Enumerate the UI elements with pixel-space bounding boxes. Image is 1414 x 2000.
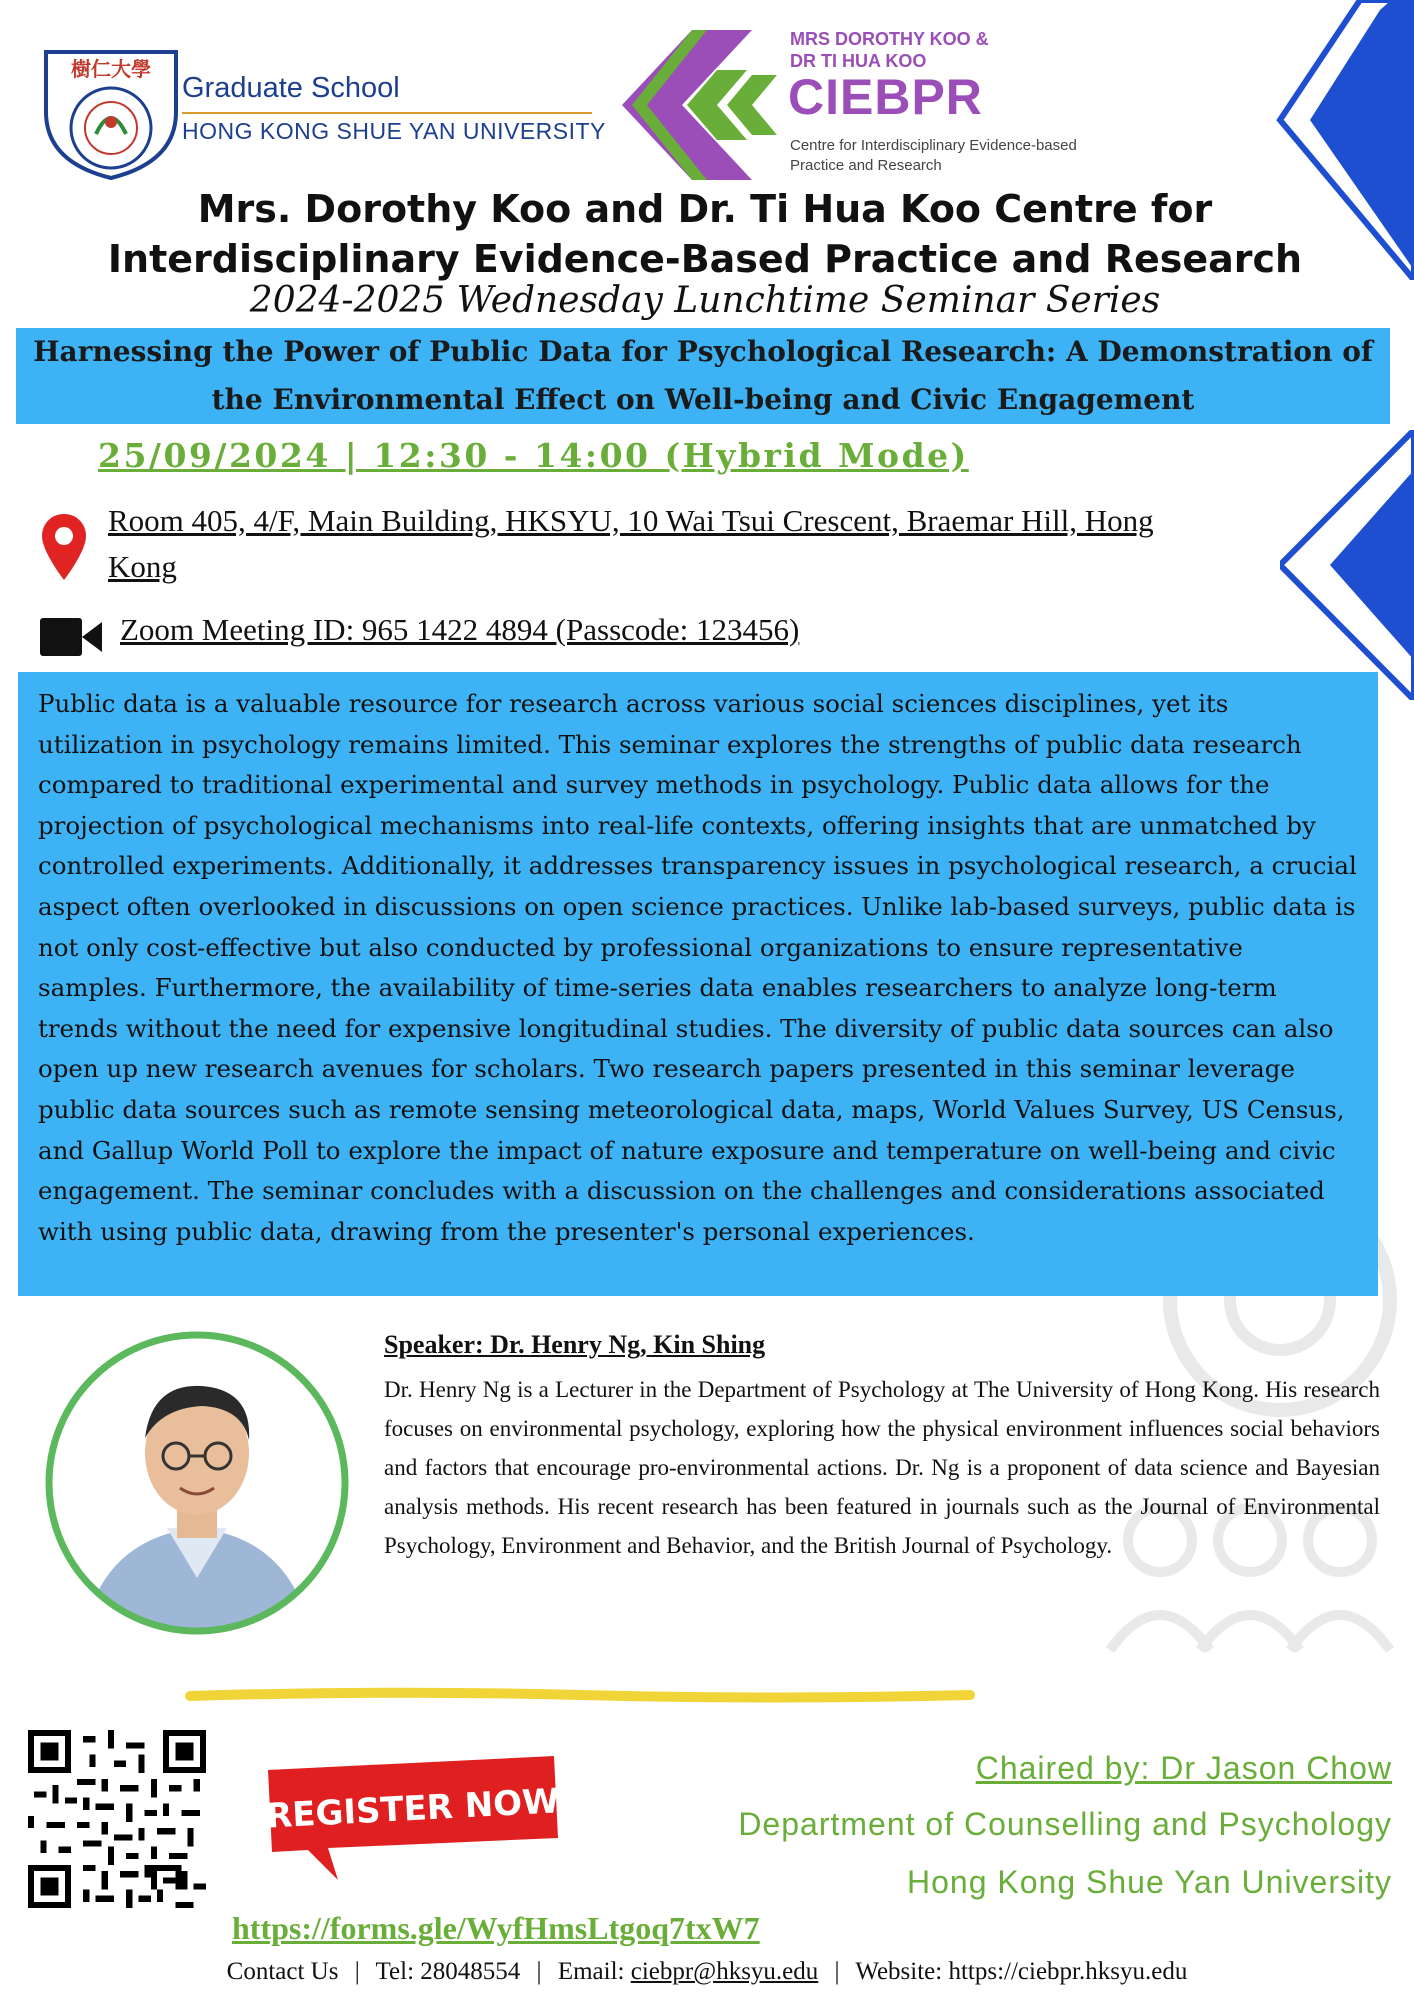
contact-email-label: Email: (557, 1958, 625, 1985)
yellow-brush-divider (185, 1686, 975, 1706)
registration-qr-code[interactable] (28, 1730, 206, 1908)
header-divider (182, 112, 592, 114)
seminar-series: 2024-2025 Wednesday Lunchtime Seminar Series (249, 280, 1161, 321)
contact-email-link[interactable]: ciebpr@hksyu.edu (630, 1958, 819, 1985)
ciebpr-donor-names: MRS DOROTHY KOO & DR TI HUA KOO (790, 29, 989, 71)
seminar-topic: Harnessing the Power of Public Data for Psychological Research: A Demonstration of the Environmental Effect on Well-being and Civic Engagement (33, 335, 1373, 416)
seminar-topic-banner (16, 328, 1390, 424)
separator: | (834, 1958, 840, 1985)
ciebpr-full-name: Centre for Interdisciplinary Evidence-based Practice and Research (790, 137, 1077, 174)
speaker-photo (42, 1328, 352, 1638)
speaker-bio: Dr. Henry Ng is a Lecturer in the Department of Psychology at The University of Hong Kong. His research focuses on environmental psychology, exploring how the physical environment influences social behaviors and factors that encourage pro-environmental actions. Dr. Ng is a proponent of data science and Bayesian analysis methods. His recent research has been featured in journals such as the Journal of Environmental Psychology, Environment and Behavior, and the British Journal of Psychology. (384, 1377, 1380, 1558)
location-pin-icon (40, 512, 88, 582)
chaired-by: Chaired by: Dr Jason Chow (975, 1750, 1392, 1786)
chair-department: Department of Counselling and Psychology (738, 1806, 1392, 1842)
contact-label: Contact Us (226, 1958, 339, 1985)
graduate-school-label: Graduate School (182, 72, 400, 104)
separator: | (354, 1958, 360, 1985)
separator: | (536, 1958, 542, 1985)
university-name: HONG KONG SHUE YAN UNIVERSITY (182, 118, 606, 144)
ciebpr-acronym: CIEBPR (788, 69, 983, 125)
contact-tel: Tel: 28048554 (375, 1958, 521, 1985)
register-now-button[interactable] (258, 1752, 564, 1882)
centre-title: Mrs. Dorothy Koo and Dr. Ti Hua Koo Centre for Interdisciplinary Evidence-Based Practice and Research (107, 187, 1303, 281)
video-camera-icon (40, 618, 102, 656)
decorative-chevron-middle (1280, 430, 1414, 700)
hksyu-crest-logo (40, 42, 182, 180)
contact-footer (0, 1958, 1414, 1986)
logo-chinese-text: 樹仁大學 (71, 57, 151, 81)
registration-link[interactable]: https://forms.gle/WyfHmsLtgoq7txW7 (232, 1910, 760, 1946)
abstract-text: Public data is a valuable resource for research across various social sciences disciplines, yet its utilization in psychology remains limited. This seminar explores the strengths of public data research compared to traditional experimental and survey methods in psychology. Public data allows for the projection of psychological mechanisms into real-life contexts, offering insights that are unmatched by controlled experiments. Additionally, it addresses transparency issues in psychological research, a crucial aspect often overlooked in discussions on open science practices. Unlike lab-based surveys, public data is not only cost-effective but also conducted by professional organizations to ensure representative samples. Furthermore, the availability of time-series data enables researchers to analyze long-term trends without the need for expensive longitudinal studies. The diversity of public data sources can also open up new research avenues for scholars. Two research papers presented in this seminar leverage public data sources such as remote sensing meteorological data, maps, World Values Survey, US Census, and Gallup World Poll to explore the impact of nature exposure and temperature on well-being and civic engagement. The seminar concludes with a discussion on the challenges and considerations associated with using public data, drawing from the presenter's personal experiences. (38, 689, 1357, 1246)
zoom-meeting-info[interactable]: Zoom Meeting ID: 965 1422 4894 (Passcode: 123456) (120, 612, 800, 647)
venue-address[interactable]: Room 405, 4/F, Main Building, HKSYU, 10 Wai Tsui Crescent, Braemar Hill, Hong Kong (108, 503, 1154, 584)
date-time: 25/09/2024 | 12:30 - 14:00 (Hybrid Mode) (98, 436, 969, 475)
chair-university: Hong Kong Shue Yan University (907, 1864, 1392, 1900)
abstract-box (18, 672, 1378, 1296)
speaker-name: Speaker: Dr. Henry Ng, Kin Shing (384, 1330, 766, 1359)
ciebpr-chevron-logo (622, 30, 782, 180)
contact-website[interactable]: Website: https://ciebpr.hksyu.edu (855, 1958, 1188, 1985)
register-now-label: REGISTER NOW (265, 1781, 561, 1837)
